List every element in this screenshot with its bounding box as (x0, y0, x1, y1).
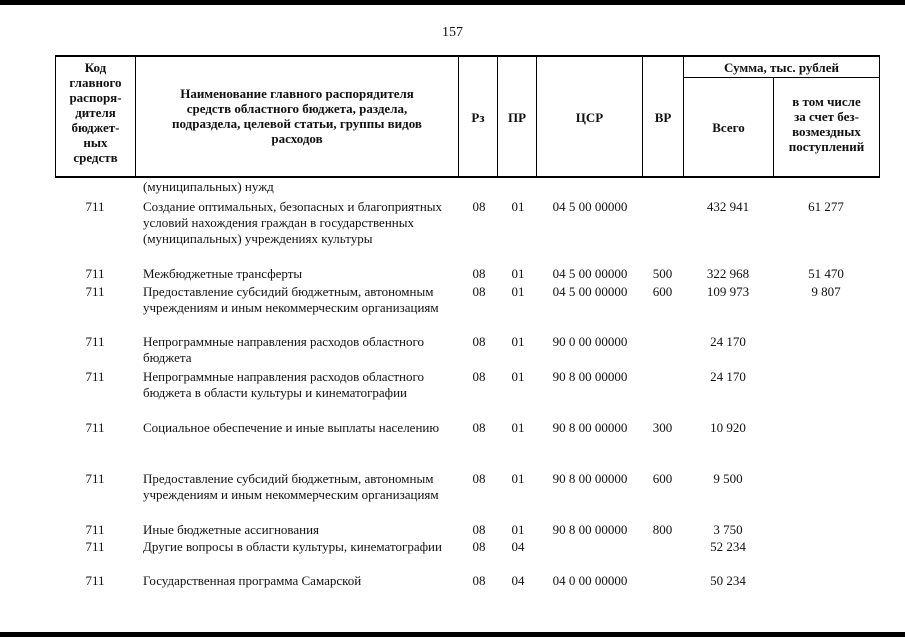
row-code: 711 (85, 334, 105, 349)
header-vr: ВР (654, 110, 672, 125)
row-total: 432 941 (706, 199, 750, 214)
row-name: Непрограммные направления расходов областного бюджета в области культуры и кинематографии (143, 369, 424, 400)
row-name: Иные бюджетные ассигнования (143, 522, 320, 537)
row-pr: 01 (511, 334, 525, 349)
row-name: Социальное обеспечение и иные выплаты населению (143, 420, 440, 435)
header-top-line (55, 55, 880, 57)
row-total: 52 234 (710, 539, 746, 554)
row-code: 711 (85, 471, 105, 486)
header-vline (879, 55, 880, 178)
row-total: 109 973 (706, 284, 750, 299)
row-rz: 08 (472, 471, 486, 486)
row-rz: 08 (472, 573, 486, 588)
header-pr: ПР (507, 110, 527, 125)
header-code: Код главного распоря- дителя бюджет- ных средств (69, 60, 122, 165)
header-gratis: в том числе за счет без- возмездных поступлений (788, 94, 865, 154)
row-csr: 04 5 00 00000 (552, 199, 628, 214)
row-code: 711 (85, 539, 105, 554)
header-name: Наименование главного распорядителя средств областного бюджета, раздела, подраздела, целевой статьи, группы видов расходов (172, 86, 422, 146)
row-pr: 04 (511, 573, 525, 588)
row-name: Создание оптимальных, безопасных и благоприятных условий нахождения граждан в государственных (муниципальных) учреждениях культуры (143, 199, 443, 246)
bottom-border (0, 632, 905, 637)
row-code: 711 (85, 199, 105, 214)
row-total: 24 170 (710, 334, 746, 349)
row-pr: 01 (511, 284, 525, 299)
top-border (0, 0, 905, 5)
row-rz: 08 (472, 522, 486, 537)
row-csr: 90 8 00 00000 (552, 369, 628, 384)
header-sum: Сумма, тыс. рублей (724, 60, 839, 75)
row-name: Государственная программа Самарской (143, 573, 362, 588)
header-csr: ЦСР (575, 110, 604, 125)
row-rz: 08 (472, 334, 486, 349)
row-code: 711 (85, 266, 105, 281)
header-sum-divider (683, 77, 880, 78)
row-code: 711 (85, 420, 105, 435)
row-rz: 08 (472, 369, 486, 384)
row-name: Предоставление субсидий бюджетным, автономным учреждениям и иным некоммерческим организациям (143, 284, 439, 315)
row-csr: 90 0 00 00000 (552, 334, 628, 349)
row-rz: 08 (472, 199, 486, 214)
row-name: Предоставление субсидий бюджетным, автономным учреждениям и иным некоммерческим организациям (143, 471, 439, 502)
row-csr: 04 5 00 00000 (552, 284, 628, 299)
row-total: 50 234 (710, 573, 746, 588)
row-pr: 04 (511, 539, 525, 554)
row-pr: 01 (511, 522, 525, 537)
row-pr: 01 (511, 369, 525, 384)
row-total: 9 500 (713, 471, 743, 486)
row-vr: 800 (652, 522, 673, 537)
row-code: 711 (85, 284, 105, 299)
row-gratis: 61 277 (808, 199, 844, 214)
row-vr: 600 (652, 471, 673, 486)
header-total: Всего (712, 120, 745, 135)
row-code: 711 (85, 369, 105, 384)
row-csr: 90 8 00 00000 (552, 471, 628, 486)
row-rz: 08 (472, 539, 486, 554)
row-vr: 500 (652, 266, 673, 281)
row-name: Другие вопросы в области культуры, кинематографии (143, 539, 442, 554)
row-pr: 01 (511, 266, 525, 281)
header-bottom-line (55, 176, 880, 178)
row-rz: 08 (472, 266, 486, 281)
row-pr: 01 (511, 420, 525, 435)
row-csr: 04 0 00 00000 (552, 573, 628, 588)
row-total: 10 920 (710, 420, 746, 435)
row-csr: 90 8 00 00000 (552, 420, 628, 435)
row-name: (муниципальных) нужд (143, 179, 274, 194)
row-rz: 08 (472, 420, 486, 435)
row-code: 711 (85, 522, 105, 537)
row-pr: 01 (511, 199, 525, 214)
row-rz: 08 (472, 284, 486, 299)
page-number: 157 (442, 25, 463, 40)
header-rz: Рз (471, 110, 485, 125)
row-pr: 01 (511, 471, 525, 486)
row-gratis: 9 807 (811, 284, 841, 299)
row-code: 711 (85, 573, 105, 588)
row-name: Межбюджетные трансферты (143, 266, 303, 281)
row-total: 24 170 (710, 369, 746, 384)
row-name: Непрограммные направления расходов областного бюджета (143, 334, 424, 365)
row-gratis: 51 470 (808, 266, 844, 281)
row-csr: 90 8 00 00000 (552, 522, 628, 537)
row-csr: 04 5 00 00000 (552, 266, 628, 281)
row-total: 3 750 (713, 522, 743, 537)
row-total: 322 968 (706, 266, 750, 281)
row-vr: 300 (652, 420, 673, 435)
row-vr: 600 (652, 284, 673, 299)
